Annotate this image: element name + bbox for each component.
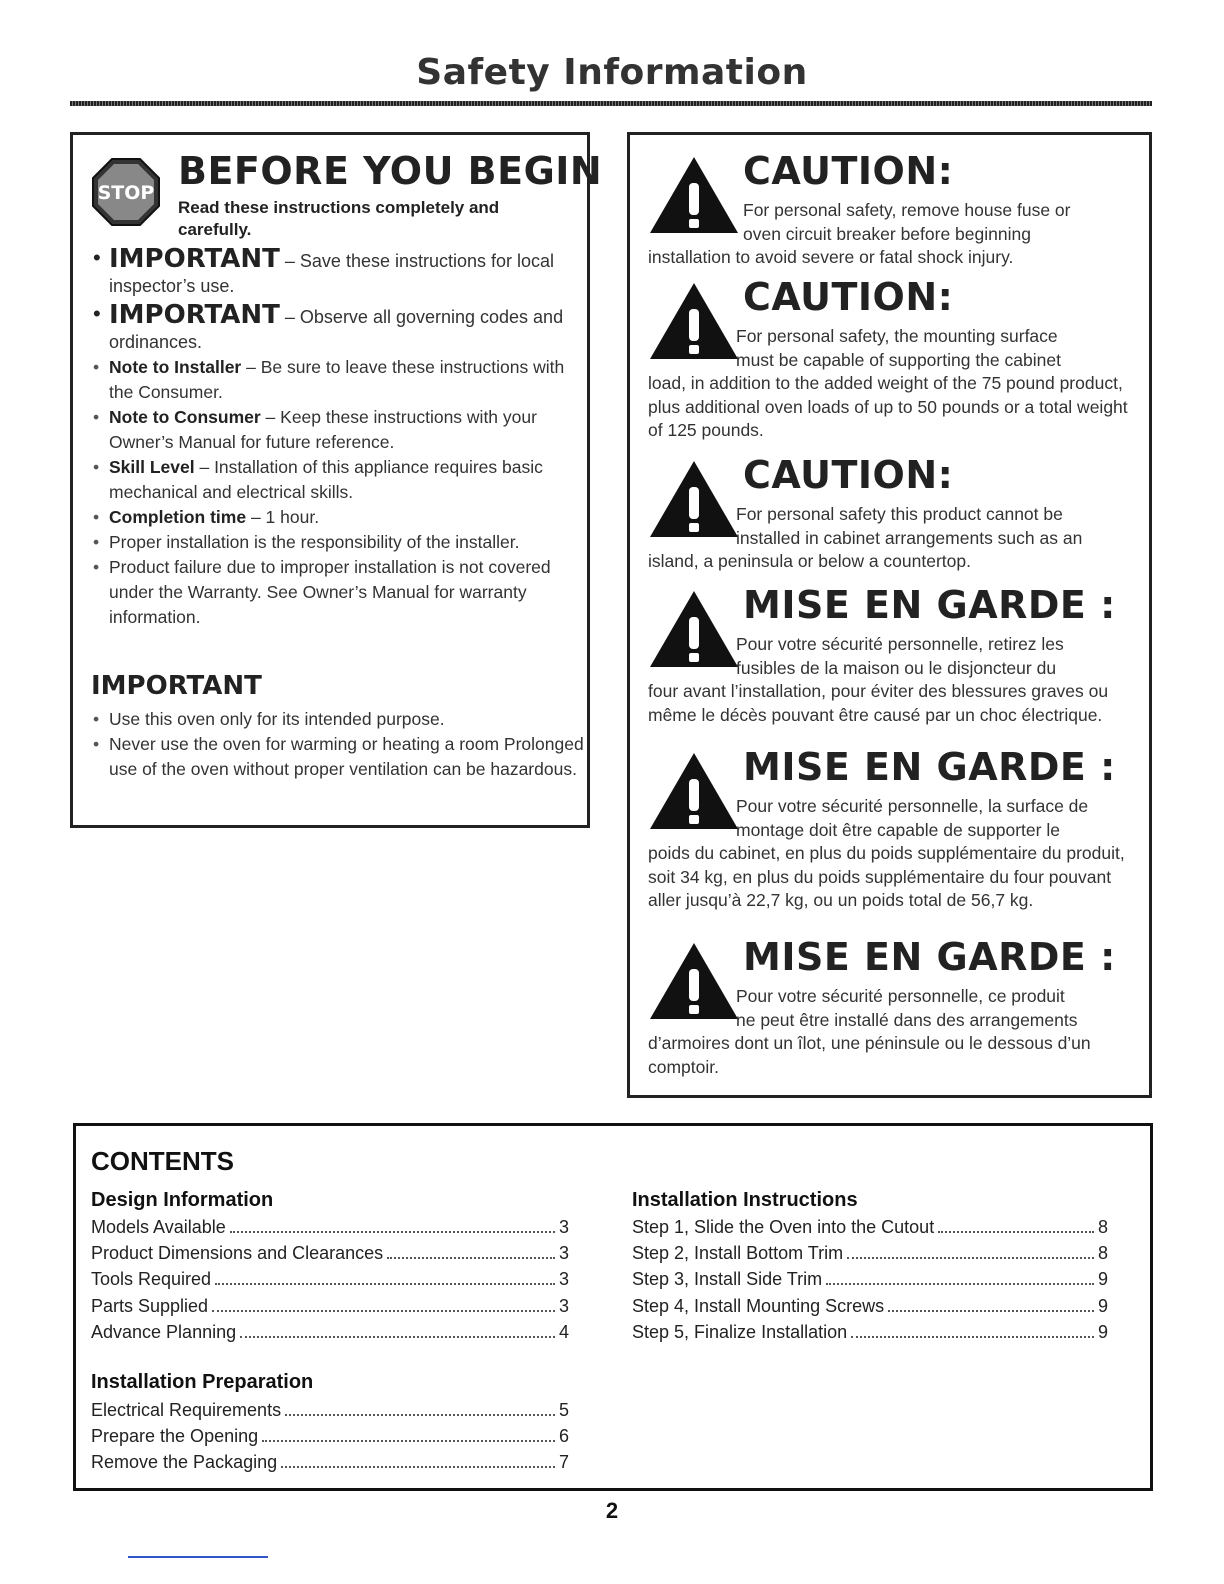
contents-box	[73, 1123, 1153, 1491]
before-you-begin-box	[70, 132, 603, 828]
stop-sign-text: STOP	[97, 182, 155, 204]
contents-title: CONTENTS	[91, 1146, 234, 1176]
toc-entry[interactable]: Step 1, Slide the Oven into the Cutout 8	[632, 1217, 1108, 1237]
list-item: • IMPORTANT – Observe all governing codes and ordinances.	[91, 303, 581, 355]
installation-instructions-list	[632, 1214, 1108, 1345]
list-item: • Skill Level – Installation of this appliance requires basic mechanical and electrical skills.	[91, 455, 581, 505]
toc-entry[interactable]: Prepare the Opening 6	[91, 1426, 569, 1447]
toc-entry[interactable]: Tools Required 3	[91, 1269, 569, 1290]
warning-triangle-icon	[648, 459, 740, 539]
toc-entry[interactable]: Remove the Packaging 7	[91, 1452, 569, 1473]
caution-block: CAUTION: For personal safety, remove house fuse or oven circuit breaker before beginning installation to avoid severe or fatal shock injury.	[648, 149, 1071, 267]
toc-entry[interactable]: Step 3, Install Side Trim 9	[632, 1269, 1108, 1290]
caution-block: CAUTION: For personal safety this product cannot be installed in cabinet arrangements such as an island, a peninsula or below a countertop.	[648, 453, 1083, 571]
installation-preparation-list	[91, 1397, 569, 1476]
title-rule	[70, 101, 1152, 106]
list-item: • Never use the oven for warming or heating a room Prolonged use of the oven without proper ventilation can be hazardous.	[91, 732, 586, 782]
toc-entry[interactable]: Models Available 3	[91, 1217, 569, 1237]
caution-block: CAUTION: For personal safety, the mounting surface must be capable of supporting the cabinet load, in addition to the added weight of the 75 pound product, plus additional oven loads of up to 50 pounds or a total weight of 125 pounds.	[648, 275, 1128, 440]
before-you-begin-list	[91, 244, 581, 630]
warning-triangle-icon	[648, 589, 740, 669]
design-information-heading: Design Information	[91, 1189, 274, 1211]
warning-triangle-icon	[648, 281, 740, 361]
footer-line	[128, 1556, 268, 1558]
list-item: • Proper installation is the responsibility of the installer.	[91, 530, 581, 555]
mise-en-garde-block: MISE EN GARDE : Pour votre sécurité personnelle, ce produit ne peut être installé dans des arrangements d’armoires dont un îlot, une péninsule ou le dessous d’un comptoir.	[648, 935, 1116, 1077]
installation-instructions-heading: Installation Instructions	[632, 1189, 858, 1211]
list-item: • Product failure due to improper installation is not covered under the Warranty. See Owner’s Manual for warranty information.	[91, 555, 581, 630]
warning-triangle-icon	[648, 751, 740, 831]
list-item: • Note to Installer – Be sure to leave these instructions with the Consumer.	[91, 355, 581, 405]
important-list	[91, 707, 586, 782]
list-item: • Use this oven only for its intended purpose.	[91, 707, 586, 732]
mise-en-garde-block: MISE EN GARDE : Pour votre sécurité personnelle, retirez les fusibles de la maison ou le disjoncteur du four avant l’installation, pour éviter des blessures graves ou même le décès pouvant être causé par un choc électrique.	[648, 583, 1116, 725]
toc-entry[interactable]: Advance Planning 4	[91, 1321, 569, 1342]
mise-en-garde-block: MISE EN GARDE : Pour votre sécurité personnelle, la surface de montage doit être capable de supporter le poids du cabinet, en plus du poids supplémentaire du produit, soit 34 kg, en plus du poids supplémentaire du four pouvant aller jusqu’à 22,7 kg, ou un poids total de 56,7 kg.	[648, 745, 1125, 910]
important-heading: IMPORTANT	[91, 671, 262, 701]
list-item: • Note to Consumer – Keep these instructions with your Owner’s Manual for future reference.	[91, 405, 581, 455]
toc-entry[interactable]: Step 5, Finalize Installation 9	[632, 1321, 1108, 1342]
page-title: Safety Information	[416, 52, 808, 93]
before-you-begin-subtitle: Read these instructions completely and carefully.	[178, 198, 500, 239]
design-information-list	[91, 1214, 569, 1345]
installation-preparation-heading: Installation Preparation	[91, 1371, 314, 1393]
warning-triangle-icon	[648, 941, 740, 1021]
caution-box	[627, 132, 1152, 1098]
list-item: • IMPORTANT – Save these instructions for local inspector’s use.	[91, 247, 581, 299]
page-number: 2	[605, 1498, 619, 1523]
toc-entry[interactable]: Parts Supplied 3	[91, 1295, 569, 1316]
stop-sign-icon	[91, 157, 161, 227]
toc-entry[interactable]: Electrical Requirements 5	[91, 1400, 569, 1420]
toc-entry[interactable]: Step 4, Install Mounting Screws 9	[632, 1295, 1108, 1316]
before-you-begin-title: BEFORE YOU BEGIN	[178, 149, 603, 193]
warning-triangle-icon	[648, 155, 740, 235]
toc-entry[interactable]: Product Dimensions and Clearances 3	[91, 1243, 569, 1264]
toc-entry[interactable]: Step 2, Install Bottom Trim 8	[632, 1243, 1108, 1264]
list-item: • Completion time – 1 hour.	[91, 505, 581, 530]
